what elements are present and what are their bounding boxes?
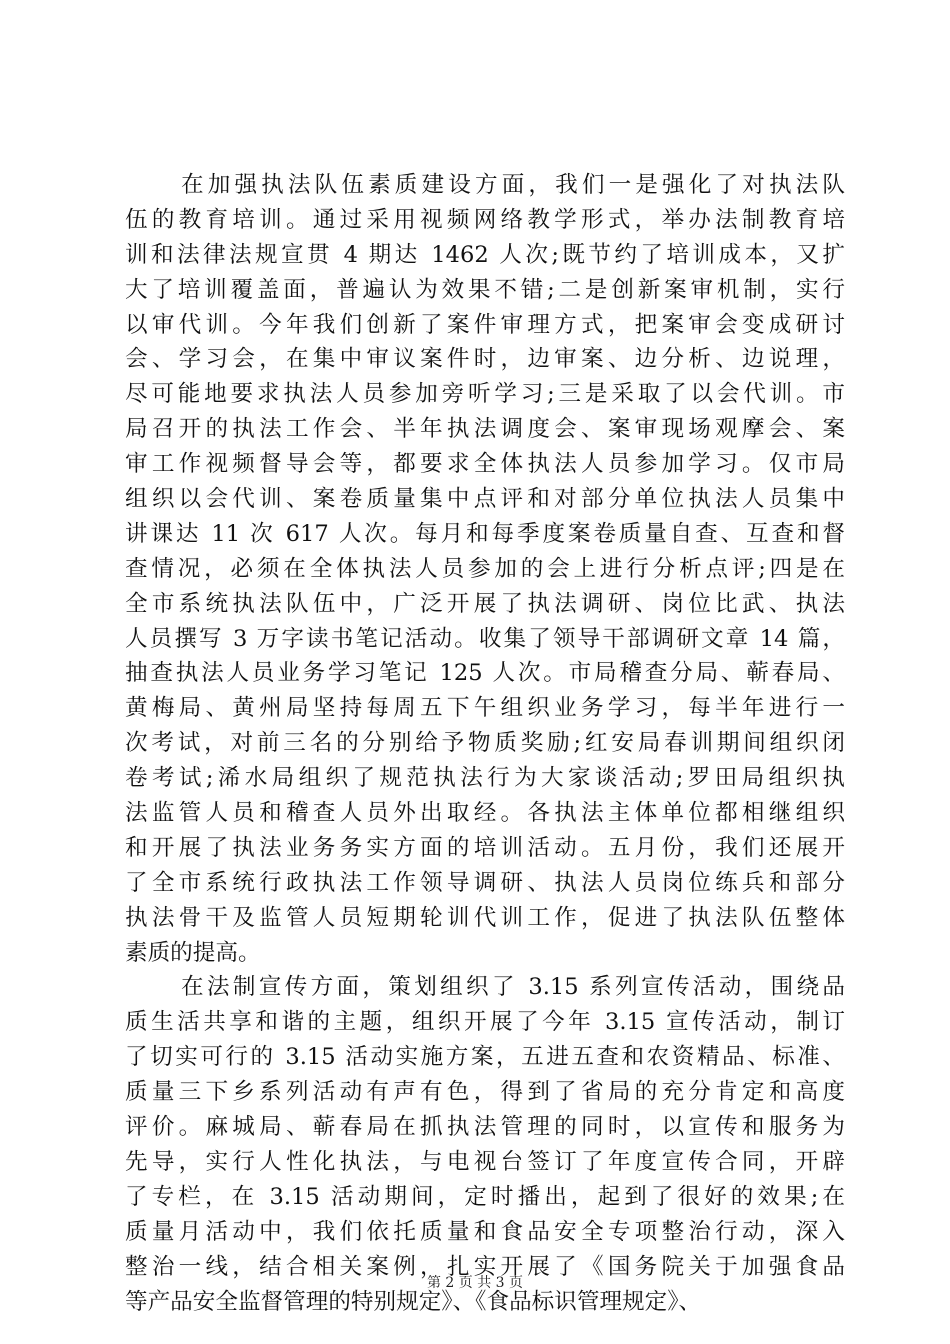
text-line: 黄梅局、黄州局坚持每周五下午组织业务学习，每半年进行一 (125, 695, 845, 722)
text-line: 查情况，必须在全体执法人员参加的会上进行分析点评;四是在 (125, 555, 845, 582)
text-line: 训和法律法规宣贯 4 期达 1462 人次;既节约了培训成本，又扩 (125, 241, 845, 268)
page-footer: 第 2 页 共 3 页 (426, 1275, 524, 1291)
text-line: 在加强执法队伍素质建设方面，我们一是强化了对执法队 (181, 172, 845, 198)
text-line: 局召开的执法工作会、半年执法调度会、案审现场观摩会、案 (125, 416, 845, 443)
text-line: 了全市系统行政执法工作领导调研、执法人员岗位练兵和部分 (125, 869, 845, 896)
text-line: 整治一线，结合相关案例，扎实开展了《国务院关于加强食品 (125, 1253, 845, 1280)
text-line: 评价。麻城局、蕲春局在抓执法管理的同时，以宣传和服务为 (125, 1114, 845, 1141)
document-body (125, 168, 845, 1319)
text-line: 等产品安全监督管理的特别规定》、《食品标识管理规定》、 (125, 1288, 702, 1315)
text-line: 先导，实行人性化执法，与电视台签订了年度宣传合同，开辟 (125, 1148, 845, 1175)
text-line: 质生活共享和谐的主题，组织开展了今年 3.15 宣传活动，制订 (125, 1009, 845, 1036)
paragraph (125, 168, 845, 970)
text-line: 在法制宣传方面，策划组织了 3.15 系列宣传活动，围绕品 (181, 974, 845, 1001)
text-line: 素质的提高。 (125, 939, 261, 966)
text-line: 尽可能地要求执法人员参加旁听学习;三是采取了以会代训。市 (125, 381, 845, 408)
text-line: 质量月活动中，我们依托质量和食品安全专项整治行动，深入 (125, 1218, 845, 1245)
text-line: 讲课达 11 次 617 人次。每月和每季度案卷质量自查、互查和督 (125, 520, 845, 547)
text-line: 伍的教育培训。通过采用视频网络教学形式，举办法制教育培 (125, 206, 845, 233)
text-line: 组织以会代训、案卷质量集中点评和对部分单位执法人员集中 (125, 486, 845, 513)
text-line: 卷考试;浠水局组织了规范执法行为大家谈活动;罗田局组织执 (125, 765, 845, 792)
text-line: 和开展了执法业务务实方面的培训活动。五月份，我们还展开 (125, 834, 845, 861)
text-line: 全市系统执法队伍中，广泛开展了执法调研、岗位比武、执法 (125, 590, 845, 617)
text-line: 了专栏，在 3.15 活动期间，定时播出，起到了很好的效果;在 (125, 1183, 845, 1210)
text-line: 质量三下乡系列活动有声有色，得到了省局的充分肯定和高度 (125, 1079, 845, 1106)
text-line: 审工作视频督导会等，都要求全体执法人员参加学习。仅市局 (125, 451, 845, 478)
text-line: 次考试，对前三名的分别给予物质奖励;红安局春训期间组织闭 (125, 730, 845, 757)
text-line: 以审代训。今年我们创新了案件审理方式，把案审会变成研讨 (125, 311, 845, 338)
text-line: 会、学习会，在集中审议案件时，边审案、边分析、边说理， (125, 346, 845, 373)
text-line: 法监管人员和稽查人员外出取经。各执法主体单位都相继组织 (125, 800, 845, 827)
text-line: 人员撰写 3 万字读书笔记活动。收集了领导干部调研文章 14 篇， (125, 625, 845, 652)
text-line: 大了培训覆盖面，普遍认为效果不错;二是创新案审机制，实行 (125, 276, 845, 303)
text-line: 抽查执法人员业务学习笔记 125 人次。市局稽查分局、蕲春局、 (125, 660, 845, 687)
text-line: 了切实可行的 3.15 活动实施方案，五进五查和农资精品、标准、 (125, 1044, 845, 1071)
paragraph (125, 970, 845, 1319)
text-line: 执法骨干及监管人员短期轮训代训工作，促进了执法队伍整体 (125, 904, 845, 931)
